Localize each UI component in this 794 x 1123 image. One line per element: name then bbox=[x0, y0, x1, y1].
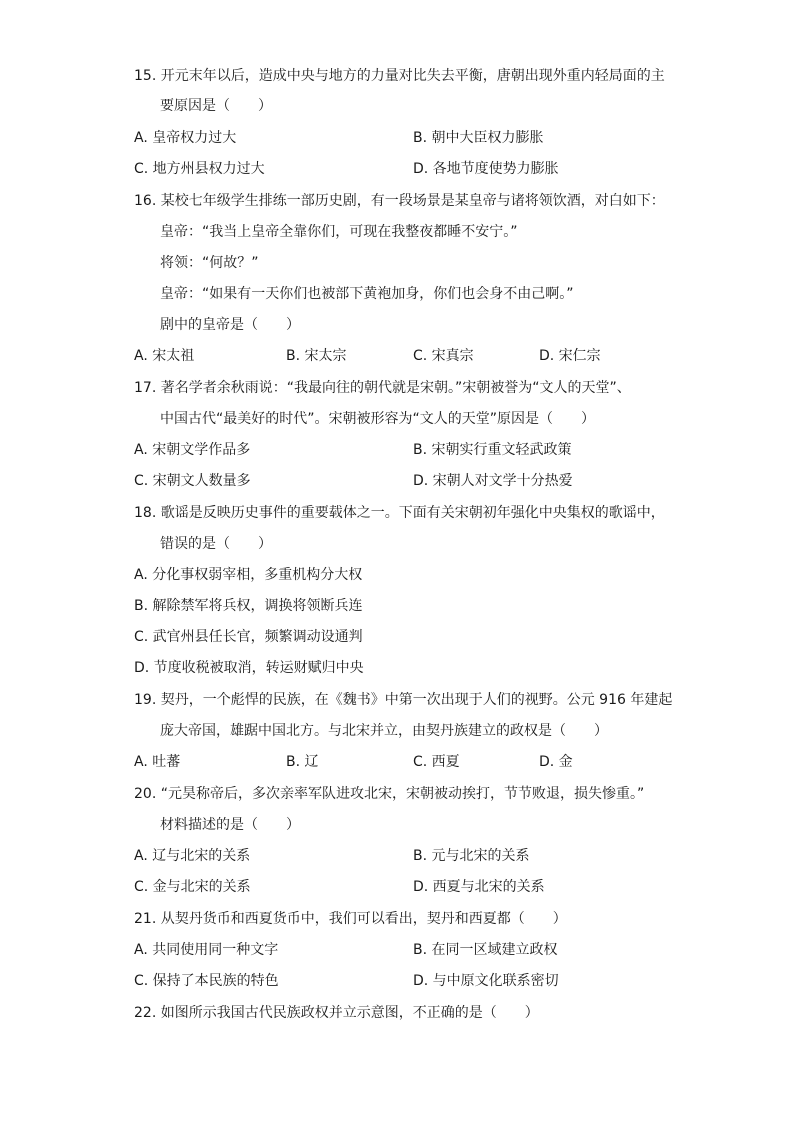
question-16-dialogue-2: 将领：“何故？” bbox=[160, 255, 259, 271]
question-15-option-b[interactable]: B. 朝中大臣权力膨胀 bbox=[413, 130, 544, 146]
question-15-stem-line-2: 要原因是（ ） bbox=[160, 98, 272, 114]
question-17-stem-line-1: 17. 著名学者余秋雨说：“我最向往的朝代就是宋朝。”宋朝被誉为“文人的天堂”、 bbox=[134, 380, 631, 396]
question-17-option-c[interactable]: C. 宋朝文人数量多 bbox=[134, 473, 251, 489]
question-16-prompt: 剧中的皇帝是（ ） bbox=[160, 317, 300, 333]
question-18-stem-line-1: 18. 歌谣是反映历史事件的重要载体之一。下面有关宋朝初年强化中央集权的歌谣中， bbox=[134, 505, 665, 521]
question-20-option-d[interactable]: D. 西夏与北宋的关系 bbox=[413, 879, 545, 895]
question-16-stem-line-1: 16. 某校七年级学生排练一部历史剧，有一段场景是某皇帝与诸将领饮酒，对白如下： bbox=[134, 193, 665, 209]
question-16-option-c[interactable]: C. 宋真宗 bbox=[413, 348, 474, 364]
question-17-option-b[interactable]: B. 宋朝实行重文轻武政策 bbox=[413, 442, 572, 458]
question-18-option-a[interactable]: A. 分化事权弱宰相，多重机构分大权 bbox=[134, 567, 363, 583]
question-18-stem-line-2: 错误的是（ ） bbox=[160, 536, 272, 552]
question-19-option-d[interactable]: D. 金 bbox=[539, 754, 573, 770]
question-16-dialogue-3: 皇帝：“如果有一天你们也被部下黄袍加身，你们也会身不由己啊。” bbox=[160, 286, 574, 302]
question-17-option-a[interactable]: A. 宋朝文学作品多 bbox=[134, 442, 251, 458]
question-16-dialogue-1: 皇帝：“我当上皇帝全靠你们，可现在我整夜都睡不安宁。” bbox=[160, 224, 518, 240]
question-21-stem-line-1: 21. 从契丹货币和西夏货币中，我们可以看出，契丹和西夏都（ ） bbox=[134, 911, 567, 927]
question-22-stem-line-1: 22. 如图所示我国古代民族政权并立示意图，不正确的是（ ） bbox=[134, 1005, 539, 1021]
question-19-stem-line-1: 19. 契丹，一个彪悍的民族，在《魏书》中第一次出现于人们的视野。公元 916 年建起 bbox=[134, 692, 673, 708]
question-18-option-c[interactable]: C. 武官州县任长官，频繁调动设通判 bbox=[134, 629, 363, 645]
question-20-stem-line-1: 20. “元昊称帝后，多次亲率军队进攻北宋，宋朝被动挨打，节节败退，损失惨重。” bbox=[134, 786, 645, 802]
question-19-option-a[interactable]: A. 吐蕃 bbox=[134, 754, 181, 770]
question-16-option-d[interactable]: D. 宋仁宗 bbox=[539, 348, 601, 364]
question-16-option-b[interactable]: B. 宋太宗 bbox=[286, 348, 347, 364]
question-20-option-b[interactable]: B. 元与北宋的关系 bbox=[413, 848, 530, 864]
question-20-option-c[interactable]: C. 金与北宋的关系 bbox=[134, 879, 251, 895]
question-20-option-a[interactable]: A. 辽与北宋的关系 bbox=[134, 848, 251, 864]
question-15-option-a[interactable]: A. 皇帝权力过大 bbox=[134, 130, 237, 146]
question-15-stem-line-1: 15. 开元末年以后，造成中央与地方的力量对比失去平衡，唐朝出现外重内轻局面的主 bbox=[134, 68, 665, 84]
question-17-stem-line-2: 中国古代“最美好的时代”。宋朝被形容为“文人的天堂”原因是（ ） bbox=[160, 411, 596, 427]
question-20-stem-line-2: 材料描述的是（ ） bbox=[160, 817, 300, 833]
question-19-option-b[interactable]: B. 辽 bbox=[286, 754, 319, 770]
question-21-option-b[interactable]: B. 在同一区域建立政权 bbox=[413, 942, 558, 958]
question-19-option-c[interactable]: C. 西夏 bbox=[413, 754, 460, 770]
question-17-option-d[interactable]: D. 宋朝人对文学十分热爱 bbox=[413, 473, 573, 489]
question-18-option-b[interactable]: B. 解除禁军将兵权，调换将领断兵连 bbox=[134, 598, 363, 614]
question-21-option-a[interactable]: A. 共同使用同一种文字 bbox=[134, 942, 279, 958]
question-19-stem-line-2: 庞大帝国，雄踞中国北方。与北宋并立，由契丹族建立的政权是（ ） bbox=[160, 723, 608, 739]
question-21-option-d[interactable]: D. 与中原文化联系密切 bbox=[413, 973, 559, 989]
question-15-option-c[interactable]: C. 地方州县权力过大 bbox=[134, 161, 265, 177]
question-21-option-c[interactable]: C. 保持了本民族的特色 bbox=[134, 973, 279, 989]
question-16-option-a[interactable]: A. 宋太祖 bbox=[134, 348, 195, 364]
question-15-option-d[interactable]: D. 各地节度使势力膨胀 bbox=[413, 161, 559, 177]
question-18-option-d[interactable]: D. 节度收税被取消，转运财赋归中央 bbox=[134, 660, 364, 676]
